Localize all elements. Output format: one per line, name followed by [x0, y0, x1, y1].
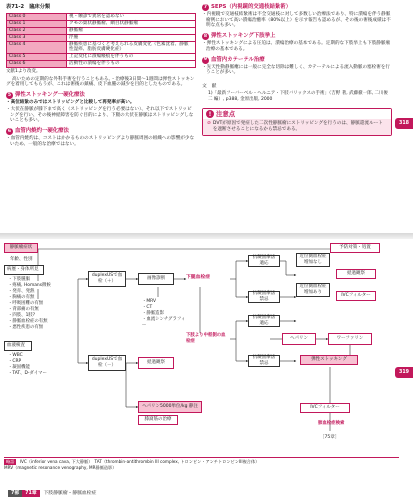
- anticoag-contraindicated-box: 抗凝固療法禁忌: [248, 291, 280, 303]
- duplex-positive-box: duplexUSで血栓（＋）: [88, 271, 126, 287]
- references-title: 文 献: [202, 84, 217, 90]
- anticoag-contraindicated-box-2: 抗凝固療法禁忌: [248, 355, 280, 367]
- class-key: Class 6: [7, 60, 67, 67]
- footer-title: 下肢静脈瘤・静脈血栓症: [43, 490, 97, 496]
- intro-paragraph: 高いための定期的な外科手術を行うこともある。・治療後3日間〜1週間は弾性ストッキングを着用してもらうが、これは術後の鎮痛、皮下血腫の減少を目的としたものである。: [6, 76, 195, 88]
- blood-test-box: 血液検査: [4, 341, 32, 351]
- table-row: [7, 13, 196, 20]
- list-item: ・呼吸困難の有無: [8, 300, 44, 306]
- class-value: 視・触診で異常を認めない: [67, 13, 196, 20]
- page-319: [0, 239, 413, 500]
- imaging-items: [142, 299, 186, 329]
- observation-box-2: 経過観察: [336, 269, 376, 279]
- page-number-tab: 318: [395, 118, 413, 129]
- table-caption: 表71-2 臨床分類: [6, 4, 51, 10]
- list-item: ・MRV: [142, 299, 156, 304]
- section-text: ・先天性動静脈瘻には一般に完全な切除は難しく、カテーテルによる流入動脈の塞栓術を行うことが多い。: [202, 64, 391, 76]
- prevention-box: 予防対策・処置: [330, 243, 380, 253]
- table-row: [7, 34, 196, 41]
- warfarin-box: ワーファリン: [328, 333, 372, 345]
- footer-part: 7部: [8, 490, 22, 498]
- list-item: ・CRP: [8, 358, 22, 364]
- class-value: 静脈疾患に基づくと考えられる皮膚変化（色素沈着、静脈性湿疹、脂肪皮膚硬化症）: [67, 41, 196, 53]
- caution-header: [203, 109, 391, 119]
- class-value: 活動性の潰瘍を伴うもの: [67, 60, 196, 67]
- section-9-heading: [202, 57, 392, 64]
- prohibited-icon: ⊘: [207, 121, 211, 127]
- list-item: ・疼痛, Homans徴候: [8, 282, 51, 288]
- page-number-tab: 319: [395, 367, 413, 378]
- table-row: [7, 20, 196, 27]
- list-item: ・血管内焼灼は、コストはかかるもののストリッピングより静脈周囲の組織への影響が少ないため、一般的な治療ではない。: [6, 136, 195, 147]
- hearing-label: 年齢、性別: [10, 257, 33, 262]
- caution-title: 注意点: [216, 110, 236, 119]
- table-row: [7, 41, 196, 53]
- section-number: 8: [203, 33, 208, 39]
- class-value: 上記変化に潰瘍瘢痕を伴うもの: [67, 53, 196, 60]
- section-text: ・弾性ストッキングによる圧迫は、潰瘍治療の基本である。定期的な下肢挙上も下肢静脈瘤治療の基本である。: [202, 41, 391, 52]
- list-item: ・WBC: [8, 353, 23, 358]
- section-7-heading: [202, 4, 392, 11]
- figure-label: ［75章］: [320, 435, 340, 440]
- page-footer: [0, 487, 413, 500]
- class-value: 浮腫: [67, 34, 196, 41]
- references: [202, 84, 392, 102]
- list-item: ・下肢腫脹: [8, 277, 30, 282]
- table-row: [7, 60, 196, 67]
- page-318: [0, 0, 413, 233]
- abbreviation-line: MRV（magnetic resonance venography, MR静脈造影）: [4, 464, 117, 470]
- clinical-classification-table: [6, 13, 196, 68]
- section-text: ・内視鏡で交通枝結紮術は不全交通枝に対して多数しい治療法であり、特に潰瘍を伴う静脈瘤例において高い潰瘍治癒率（80%以上）を示す報告も認めるが、その後の術後成績は不明な点も多い。: [202, 12, 391, 29]
- list-item: ・大伏在静脈が膝下まで高く（ストリッピングを行う必要はない）、それ以下でストリッピングを行い、その後神経障害を防ぐ目的により、下腿の大伏在静脈はストリッピングしないことも多い。: [6, 106, 194, 124]
- footer-chapter: 71章: [22, 490, 39, 498]
- class-key: Class 2: [7, 27, 67, 34]
- lower-leg-label: 下腿血栓症: [186, 275, 210, 280]
- abbreviations: [4, 457, 399, 470]
- proximal-increase-box: 近位側血栓症増加あり: [296, 283, 330, 297]
- proximal-thrombus-label: 下肢より中枢側の血栓症: [186, 333, 226, 344]
- warning-icon: !: [206, 110, 214, 118]
- list-item: ・悪性疾患の有無: [8, 324, 44, 330]
- section-title: 血管内焼灼一硬化療法: [15, 128, 69, 135]
- list-item: ・胸痛の有無: [8, 294, 35, 300]
- section-8-heading: [202, 33, 392, 40]
- list-item: ・TAT、D-ダイマー: [8, 370, 47, 376]
- class-key: Class 1: [7, 20, 67, 27]
- list-item: ・静脈造影: [142, 310, 164, 316]
- section-number: 7: [203, 4, 208, 10]
- reference-item: 1)「最新フーバーベル・ヘルニア・下肢バリックスの手術」（吉野 著, 武藤徹一郎, 二川俊二 編）, p388, 金原出版, 2000: [208, 91, 388, 102]
- ivc-filter-box: IVCフィルター: [336, 291, 376, 301]
- class-key: Class 3: [7, 34, 67, 41]
- table-row: [7, 53, 196, 60]
- right-column: [202, 4, 392, 136]
- anticoag-indicated-box: 抗凝固療法適応: [248, 255, 280, 267]
- section-number: 9: [203, 57, 208, 63]
- caution-text: DVTが原因で発症した二次性静脈瘤にストリッピングを行うのは、静脈還流ルートを遮断させることになるから禁忌である。: [212, 121, 383, 133]
- history-items: [8, 277, 72, 330]
- list-item: ・血流シンチグラフィー: [142, 316, 186, 328]
- duplex-negative-box: duplexUSで血栓（－）: [88, 355, 126, 371]
- table-row: [7, 27, 196, 34]
- class-key: Class 0: [7, 13, 67, 20]
- abbreviation-line: IVC（inferior vena cava, 下大静脈） TAT（thrombin-antithrombin III complex, トロンビン・アンチトロンビンIII複合体）: [19, 459, 260, 464]
- class-key: Class 4: [7, 41, 67, 53]
- section-6-heading: [6, 128, 196, 135]
- class-key: Class 5: [7, 53, 67, 60]
- section-title: 血管内カテーテル治療: [211, 56, 265, 63]
- list-item: ・発赤、発熱: [8, 288, 35, 294]
- list-item: ・凝固機能: [8, 364, 30, 370]
- section-5-heading: [6, 92, 196, 99]
- elastic-stocking-box: 弾性ストッキング: [300, 355, 358, 365]
- blood-items: [8, 353, 72, 377]
- list-item: ・四肢、1肢?: [8, 312, 36, 318]
- section-title: 弾性ストッキング一硬化療法: [15, 92, 85, 99]
- no-proximal-increase-box: 近位側血栓症増加なし: [296, 253, 330, 267]
- section-number: 5: [7, 92, 12, 98]
- class-value: 静脈瘤: [67, 27, 196, 34]
- left-column: [6, 4, 196, 147]
- list-item: ・高位結紮のみではストリッピングと比較して再発率が高い。: [6, 100, 135, 106]
- anticoag-indicated-box-2: 抗凝固療法適応: [248, 315, 280, 327]
- section-title: 弾性ストッキング下肢挙上: [211, 33, 276, 40]
- ivc-filter-box-2: IVCフィルター: [300, 403, 350, 413]
- caution-body: [203, 119, 391, 134]
- heparin-box: ヘパリン: [282, 333, 316, 345]
- venous-treatment-box: 膝窩筋の治療: [138, 415, 178, 425]
- observation-box-1: 経過観察: [138, 357, 174, 369]
- table-source: 文献1より改変。: [6, 68, 41, 74]
- history-label-box: 病歴・身体所見: [4, 265, 44, 275]
- abbreviations-tag: 略語: [6, 459, 15, 464]
- section-number: 6: [7, 128, 12, 134]
- section-title: SEPS（内視鏡的交通枝結紮術）: [211, 4, 292, 11]
- list-item: ・CT: [142, 304, 153, 310]
- class-value: クモの巣状静脈瘤、網目状静脈瘤: [67, 20, 196, 27]
- caution-box: [202, 108, 392, 135]
- list-item: ・静脈血栓症の有無: [8, 318, 48, 324]
- imaging-box: 画像診断: [138, 273, 174, 285]
- pe-check-label: 肺血栓症検索: [318, 421, 345, 426]
- list-item: ・背部痛の有無: [8, 306, 39, 312]
- heparin-sc-box: ヘパリン5000単位/kg 静注: [138, 401, 202, 413]
- varicose-symptom-box: 静脈瘤症状: [4, 243, 38, 253]
